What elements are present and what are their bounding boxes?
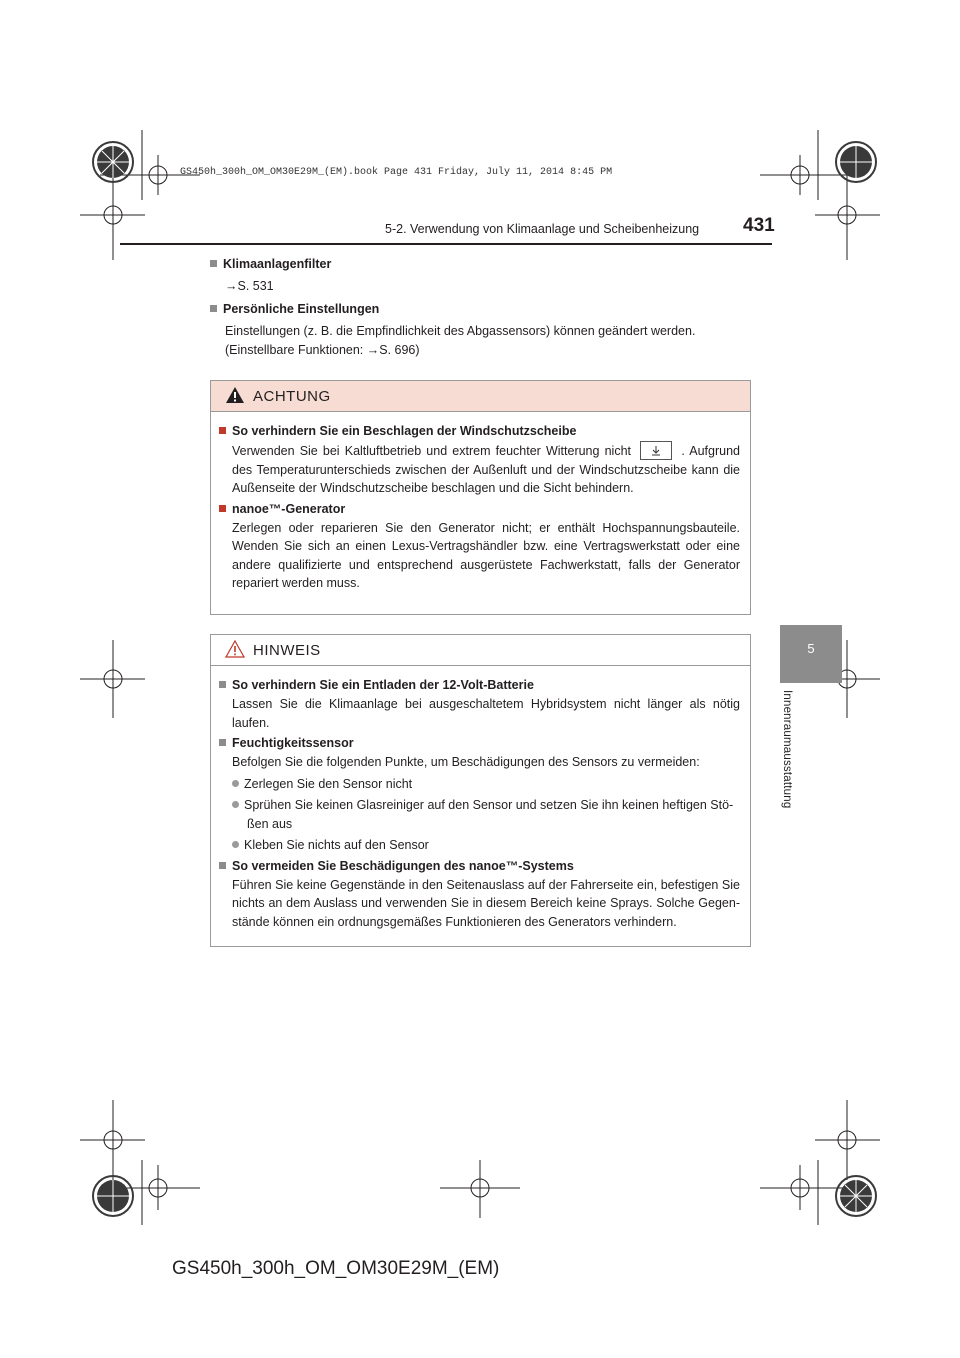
personal-line2: (Einstellbare Funktionen: →S. 696) [225,343,420,357]
dot-bullet-icon [232,801,239,808]
filter-title: Klimaanlagenfilter [223,257,332,271]
square-bullet-icon [219,427,226,434]
personal-section [210,300,750,360]
caution-triangle-icon [225,640,245,658]
filter-section [210,255,331,296]
warning-item1-title: So verhindern Sie ein Beschlagen der Windschutzscheibe [232,424,577,438]
notice-item2-text: Befolgen Sie die folgenden Punkte, um Beschädigungen des Sensors zu vermeiden: [232,755,700,769]
warning-item1-text [219,441,740,498]
bullet-text: Kleben Sie nichts auf den Sensor [244,838,429,852]
notice-item1-text: Lassen Sie die Klimaanlage bei ausgeschaltetem Hybridsystem nicht länger als nötig laufen. [232,697,740,730]
dot-bullet-icon [232,780,239,787]
warning-item2-text: Zerlegen oder reparieren Sie den Generator nicht; er enthält Hochspannungsbauteile. Wenden Sie sich an einen Lexus-Vertragshändler bzw. eine Vertragswerkstatt oder eine andere qualifizierte und entsprechend ausgerüstete Fachwerkstatt, falls der Generator repariert werden muss. [232,520,740,590]
warning-header [211,381,750,412]
notice-title: HINWEIS [253,642,321,659]
bullet-text: Zerlegen Sie den Sensor nicht [244,776,413,791]
list-item [219,775,740,794]
chapter-tab [780,625,842,683]
warning-item1-text-b: . Aufgrund [681,444,740,458]
warning-item1-text-c: des Temperaturunterschieds zwischen der Außenluft und der Windschutzscheibe kann die Außenseite der Windschutzscheibe beschlagen und die Sicht behindern. [232,462,740,495]
warning-title: ACHTUNG [253,388,331,405]
air-button-icon [640,441,672,460]
book-file-line: GS450h_300h_OM_OM30E29M_(EM).book Page 431 Friday, July 11, 2014 8:45 PM [180,167,613,178]
notice-item3-text: Führen Sie keine Gegenstände in den Seitenauslass auf der Fahrerseite ein, befestigen Sie nichts an dem Auslass und verwenden Sie in diesem Bereich keine Sprays. Solche Gegen-stände können ein ordnungsgemäßes Funktionieren des Generators verhindern. [232,877,740,929]
square-bullet-icon [219,505,226,512]
section-header-title: 5-2. Verwendung von Klimaanlage und Scheibenheizung [385,222,700,236]
square-bullet-icon [219,739,226,746]
notice-header [211,635,750,666]
notice-box [210,634,751,947]
square-bullet-icon [219,862,226,869]
personal-title: Persönliche Einstellungen [223,302,380,316]
filter-ref: →S. 531 [225,279,274,293]
warning-item2-title: nanoe™-Generator [232,501,346,516]
chapter-tab-number: 5 [807,641,815,656]
chapter-side-label-text: Innenraumausstattung [781,690,793,809]
warning-box [210,380,751,615]
chapter-side-label [773,690,813,820]
warning-triangle-icon [225,386,245,404]
notice-item2-title: Feuchtigkeitssensor [232,736,354,750]
document-code-footer: GS450h_300h_OM_OM30E29M_(EM) [172,1258,500,1279]
personal-line1: Einstellungen (z. B. die Empfindlichkeit des Abgassensors) können geändert werden. [225,324,696,338]
page-number: 431 [743,215,775,236]
list-item [219,836,740,855]
notice-item1-title: So verhindern Sie ein Entladen der 12-Volt-Batterie [232,678,534,692]
warning-item1-text-a: Verwenden Sie bei Kaltluftbetrieb und extrem feuchter Witterung nicht [232,444,632,458]
square-bullet-icon [210,260,217,267]
notice-item3-title: So vermeiden Sie Beschädigungen des nanoe™-Systems [232,858,574,873]
list-item [219,796,740,833]
square-bullet-icon [210,305,217,312]
square-bullet-icon [219,681,226,688]
dot-bullet-icon [232,841,239,848]
header-rule [120,243,772,245]
bullet-text: Sprühen Sie keinen Glasreiniger auf den Sensor und setzen Sie ihn keinen heftigen Stö-ßen aus [244,798,734,831]
